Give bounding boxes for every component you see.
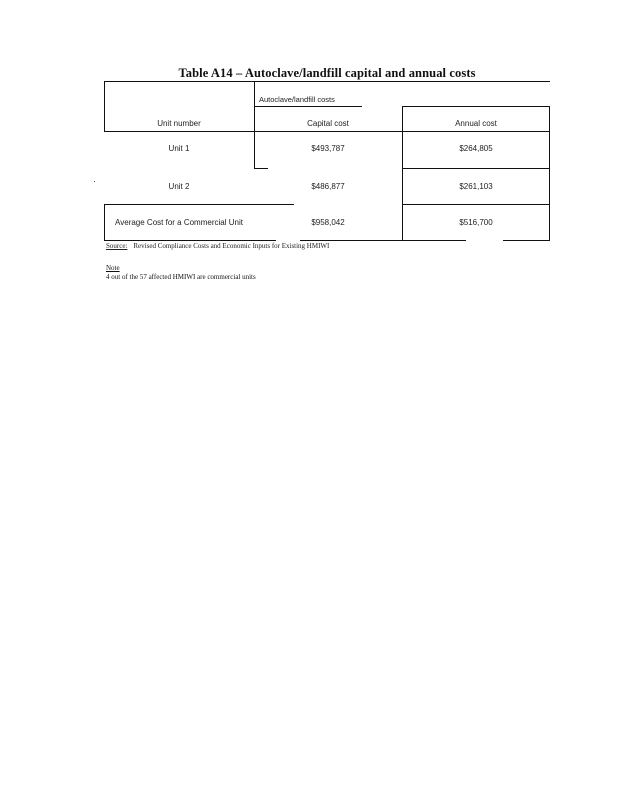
table-row-1-annual: $264,805 (459, 144, 493, 153)
table-row-2-capital: $486,877 (311, 182, 345, 191)
source-label: Source: (106, 242, 128, 250)
table-row-3-annual: $516,700 (459, 218, 493, 227)
table-top-border (104, 81, 550, 82)
table-row-2-annual: $261,103 (459, 182, 493, 191)
table-bottom-border (104, 240, 276, 241)
table-row-2-unit: Unit 2 (168, 182, 190, 191)
group-header-underline (254, 106, 362, 107)
stray-mark (94, 181, 95, 182)
column-header-annual: Annual cost (455, 119, 497, 128)
table-row-1-unit: Unit 1 (168, 144, 190, 153)
column-header-capital: Capital cost (307, 119, 349, 128)
row2-border-right (402, 204, 550, 205)
row2-border-left (104, 204, 294, 205)
note-text: 4 out of the 57 affected HMIWI are commercial units (106, 273, 256, 281)
header-row-border (104, 131, 550, 132)
row1-border-right (402, 168, 550, 169)
cost-table (0, 0, 619, 300)
table-bottom-border-mid (300, 240, 466, 241)
column-header-unit: Unit number (157, 119, 201, 128)
table-title: Table A14 – Autoclave/landfill capital and annual costs (178, 66, 476, 80)
group-header: Autoclave/landfill costs (259, 95, 335, 104)
note-label: Note (106, 264, 120, 272)
group-header-underline-right (402, 106, 550, 107)
source-text: Revised Compliance Costs and Economic Inputs for Existing HMIWI (133, 242, 330, 250)
row1-border-left (254, 168, 268, 169)
table-bottom-border-right (503, 240, 550, 241)
table-row-3-unit: Average Cost for a Commercial Unit (115, 218, 243, 227)
table-row-1-capital: $493,787 (311, 144, 345, 153)
source-note (106, 242, 329, 250)
table-row-3-capital: $958,042 (311, 218, 345, 227)
